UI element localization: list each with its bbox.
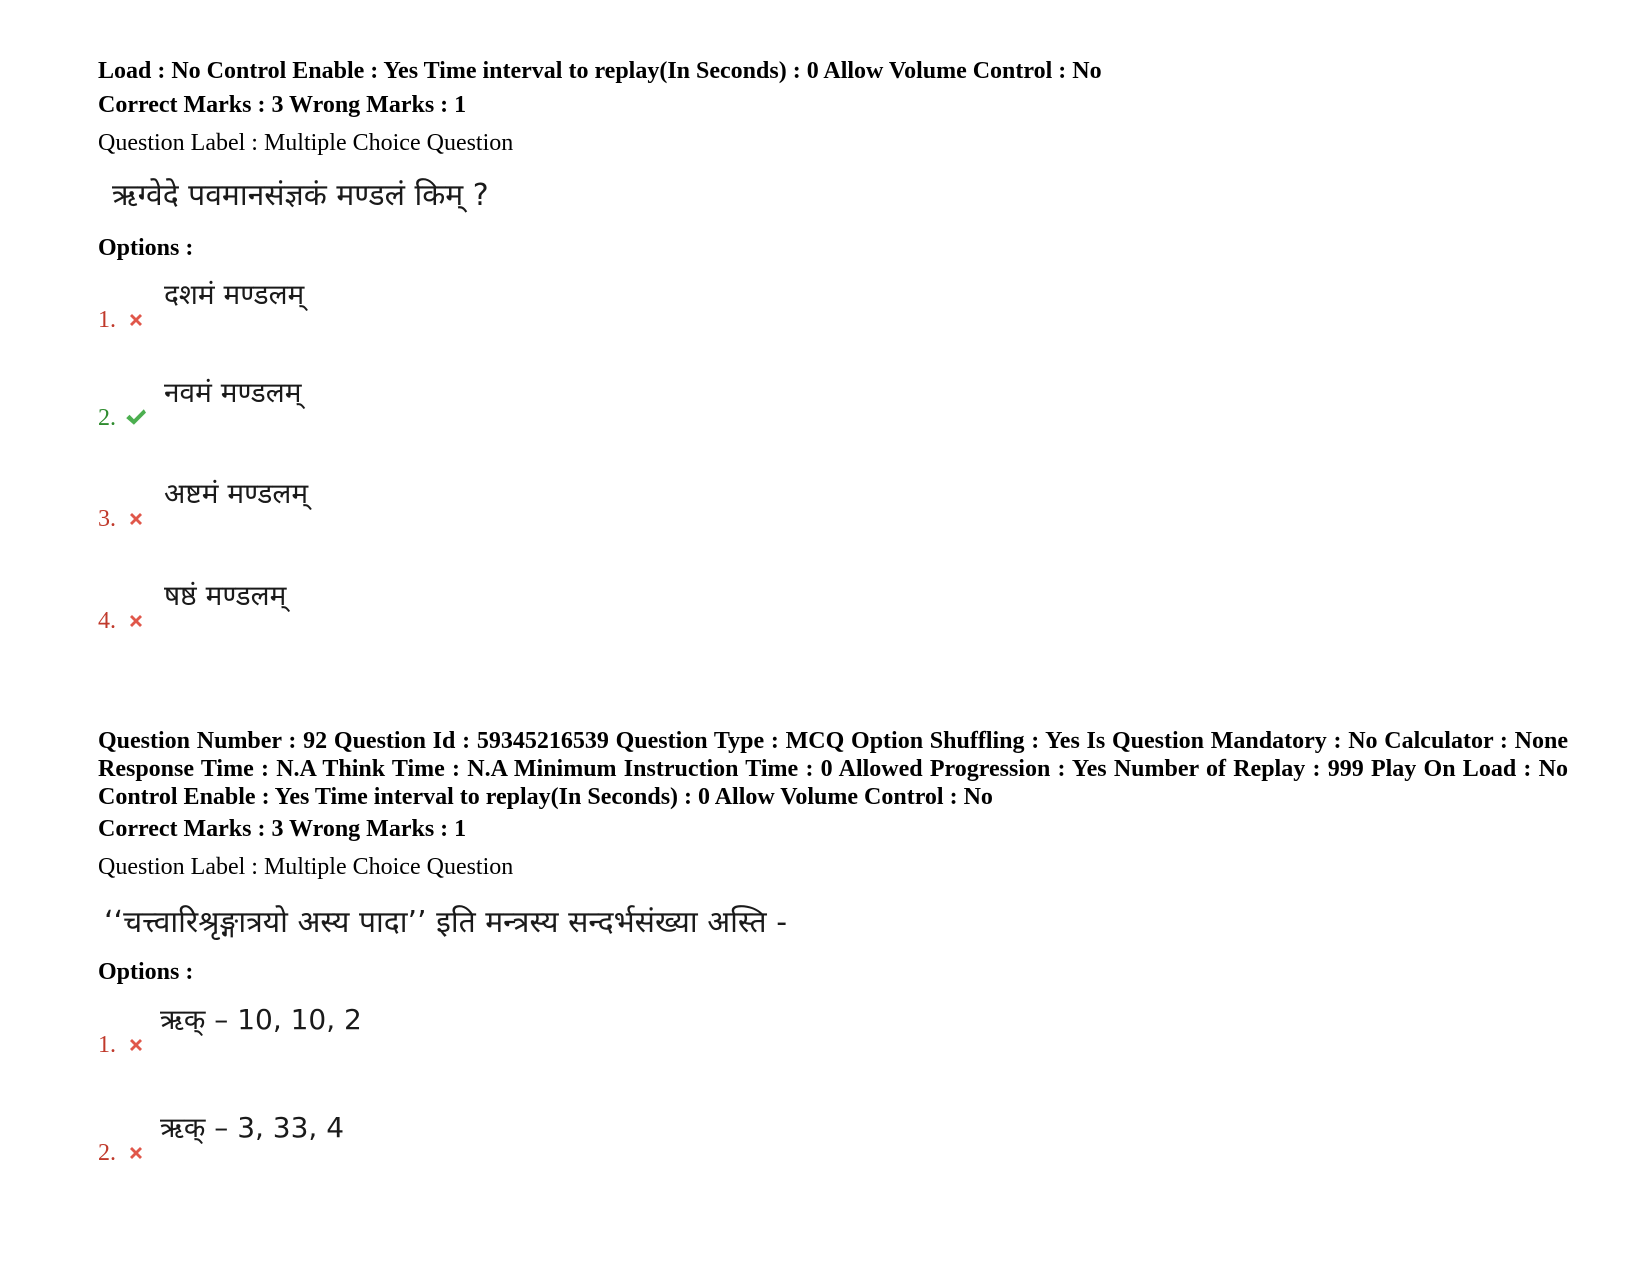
option-item [98,376,898,432]
option-item [98,1111,898,1167]
question-label: Question Label : Multiple Choice Question [98,130,514,156]
option-number: 3. [98,506,116,532]
question-meta-block: Question Number : 92 Question Id : 59345216539 Question Type : MCQ Option Shuffling : Yes Is Question Mandatory : No Calculator : None Response Time : N.A Think Time : N.A Minimum Instruction Time : 0 Allowed Progression : Yes Number of Replay : 999 Play On Load : No Control Enable : Yes Time interval to replay(In Seconds) : 0 Allow Volume Control : No [98,728,1568,810]
option-number: 2. [98,405,116,431]
option-text: दशमं मण्डलम् [164,278,305,311]
question-text: ऋग्वेदे पवमानसंज्ञकं मण्डलं किम् ? [112,178,489,213]
marks-line: Correct Marks : 3 Wrong Marks : 1 [98,92,467,118]
option-number: 2. [98,1140,116,1166]
option-number: 1. [98,307,116,333]
options-heading: Options : [98,235,194,261]
option-text: ऋक् – 3, 33, 4 [160,1111,345,1144]
cross-icon [126,1035,146,1055]
option-item [98,579,898,635]
option-text: ऋक् – 10, 10, 2 [160,1003,362,1036]
option-text: षष्ठं मण्डलम् [164,579,287,612]
marks-line: Correct Marks : 3 Wrong Marks : 1 [98,816,467,842]
option-item [98,278,898,334]
option-item [98,1003,898,1059]
cross-icon [126,611,146,631]
cross-icon [126,509,146,529]
option-number: 1. [98,1032,116,1058]
options-heading: Options : [98,959,194,985]
option-text: नवमं मण्डलम् [164,376,302,409]
option-item [98,477,898,533]
question-text: ‘‘चत्त्वारिश्रृङ्गात्रयो अस्य पादा’’ इति मन्त्रस्य सन्दर्भसंख्या अस्ति - [104,905,788,940]
cross-icon [126,310,146,330]
question-meta-line: Load : No Control Enable : Yes Time interval to replay(In Seconds) : 0 Allow Volume Control : No [98,58,1102,84]
check-icon [122,406,148,428]
cross-icon [126,1143,146,1163]
option-text: अष्टमं मण्डलम् [164,477,309,510]
question-label: Question Label : Multiple Choice Question [98,854,514,880]
option-number: 4. [98,608,116,634]
